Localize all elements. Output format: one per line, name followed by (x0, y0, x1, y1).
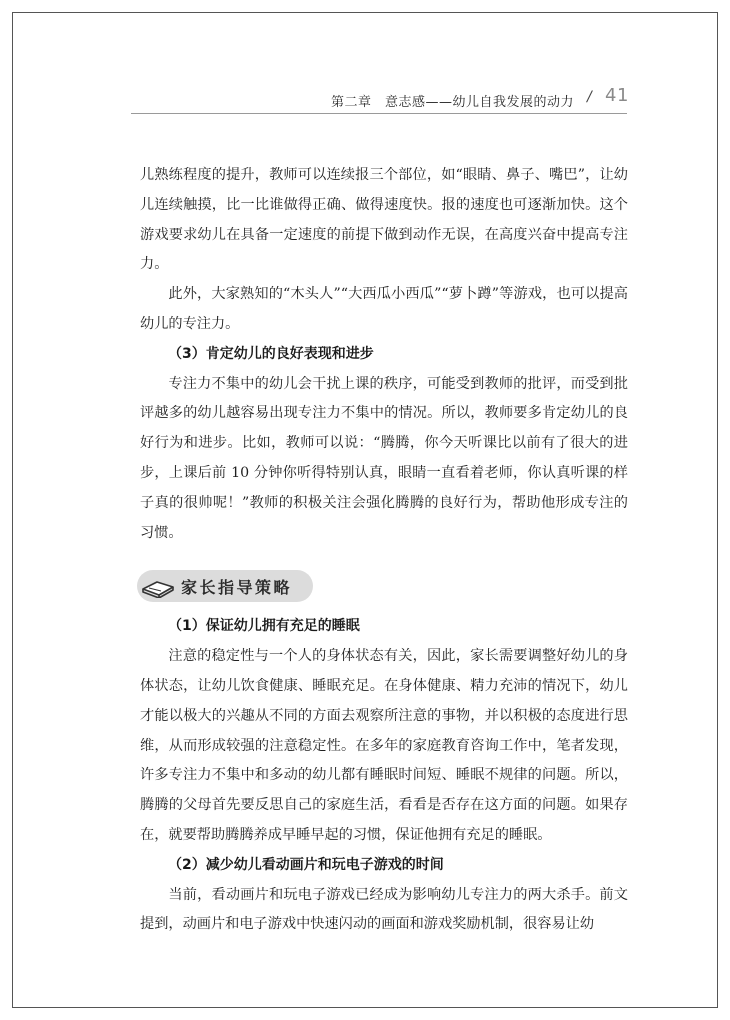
body-text (140, 161, 628, 940)
paragraph-other-games: 此外，大家熟知的“木头人”“大西瓜小西瓜”“萝卜蹲”等游戏，也可以提高幼儿的专注力。 (140, 286, 628, 332)
parent-guidance-banner (137, 566, 628, 608)
banner-title: 家长指导策略 (181, 578, 293, 598)
paragraph-screen-time: 当前，看动画片和玩电子游戏已经成为影响幼儿专注力的两大杀手。前文提到，动画片和电子游戏中快速闪动的画面和游戏奖励机制，很容易让幼 (140, 886, 628, 933)
section-heading-affirm: （3）肯定幼儿的良好表现和进步 (168, 345, 374, 362)
page (12, 12, 718, 1008)
page-number: 41 (605, 85, 629, 106)
header-rule (131, 113, 627, 114)
paragraph-game-continuation: 儿熟练程度的提升，教师可以连续报三个部位，如“眼睛、鼻子、嘴巴”，让幼儿连续触摸，比一比谁做得正确、做得速度快。报的速度也可逐渐加快。这个游戏要求幼儿在具备一定速度的前提下做到动作无误，在高度兴奋中提高专注力。 (140, 167, 628, 273)
chapter-title: 第二章 意志感——幼儿自我发展的动力 (331, 95, 575, 110)
header-separator: / (587, 89, 592, 105)
section-heading-screen-time: （2）减少幼儿看动画片和玩电子游戏的时间 (168, 856, 444, 873)
book-icon (141, 576, 175, 598)
paragraph-sleep: 注意的稳定性与一个人的身体状态有关，因此，家长需要调整好幼儿的身体状态，让幼儿饮食健康、睡眠充足。在身体健康、精力充沛的情况下，幼儿才能以极大的兴趣从不同的方面去观察所注意的事物，并以积极的态度进行思维，从而形成较强的注意稳定性。在多年的家庭教育咨询工作中，笔者发现，许多专注力不集中和多动的幼儿都有睡眠时间短、睡眠不规律的问题。所以，腾腾的父母首先要反思自己的家庭生活，看看是否存在这方面的问题。如果存在，就要帮助腾腾养成早睡早起的习惯，保证他拥有充足的睡眠。 (140, 648, 628, 843)
section-heading-sleep: （1）保证幼儿拥有充足的睡眠 (168, 618, 360, 635)
paragraph-affirm-progress: 专注力不集中的幼儿会干扰上课的秩序，可能受到教师的批评，而受到批评越多的幼儿越容易出现专注力不集中的情况。所以，教师要多肯定幼儿的良好行为和进步。比如，教师可以说：“腾腾，你今天听课比以前有了很大的进步，上课后前 10 分钟你听得特别认真，眼睛一直看着老师，你认真听课的样子真的很帅呢！”教师的积极关注会强化腾腾的良好行为，帮助他形成专注的习惯。 (140, 375, 628, 541)
running-header (13, 81, 717, 115)
